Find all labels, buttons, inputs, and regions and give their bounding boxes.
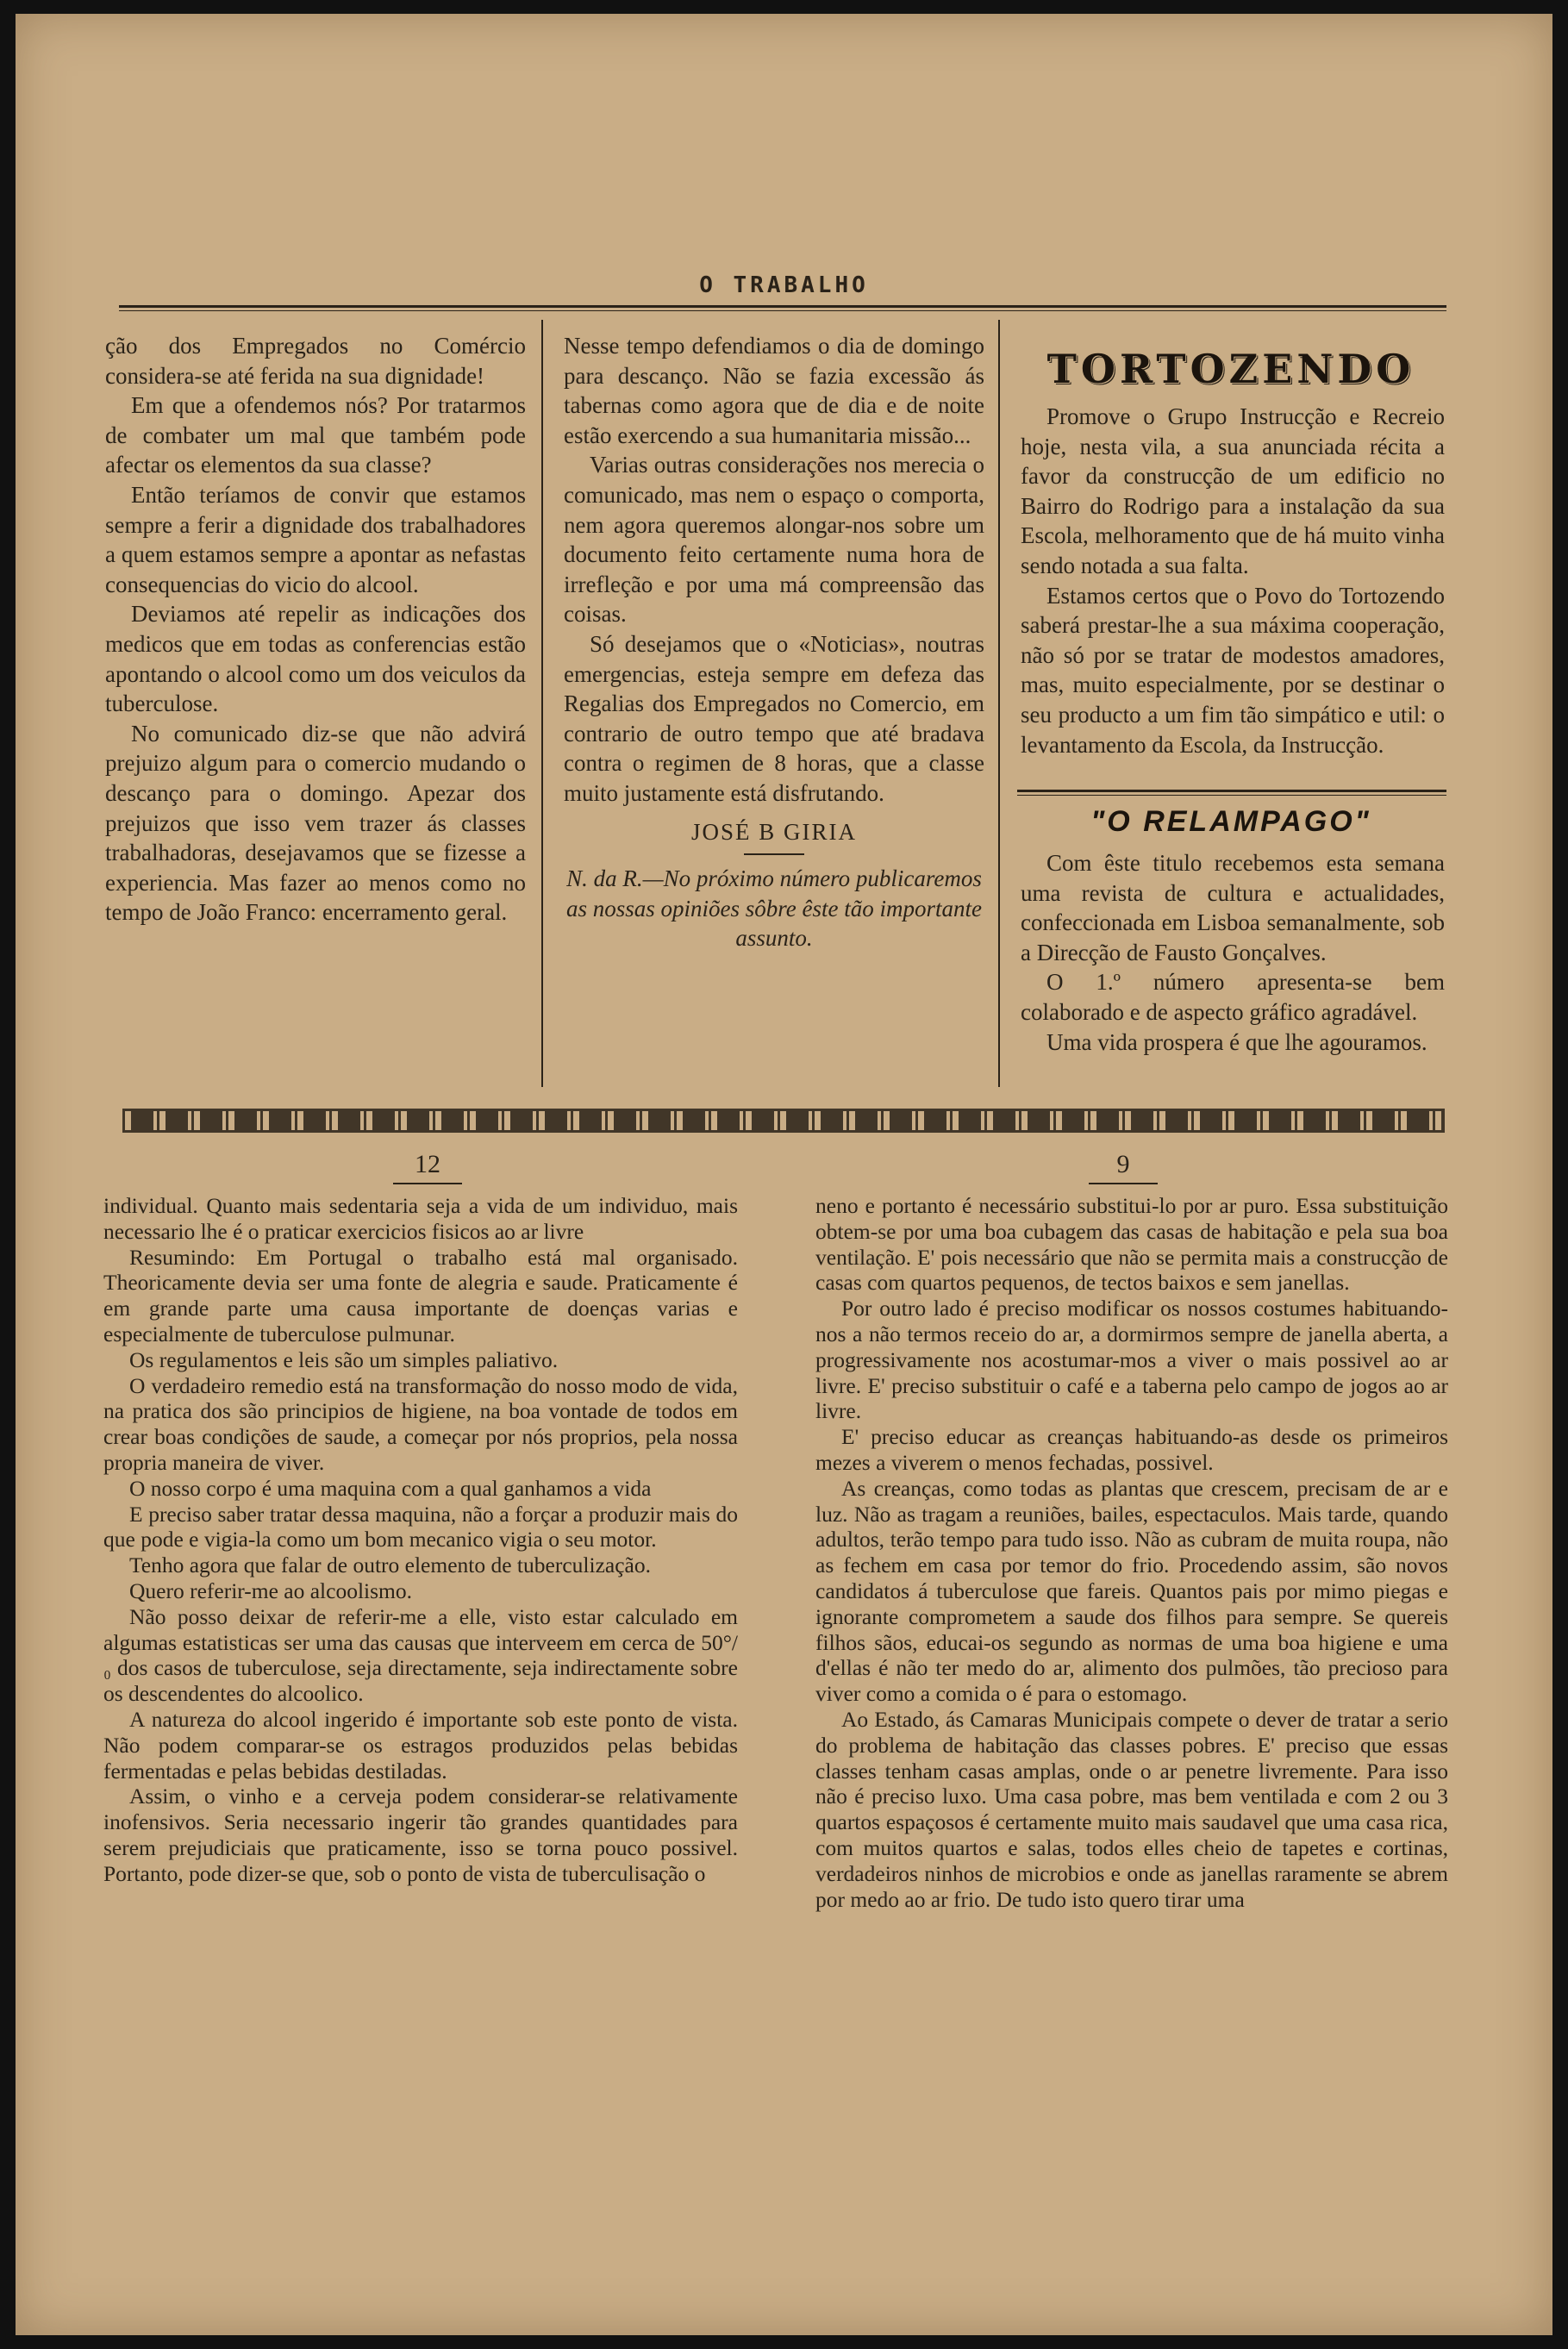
paragraph: O verdadeiro remedio está na transformação do nosso modo de vida, na pratica dos são principios de higiene, na boa vontade de todos em crear boas condições de saude, a começar por nós proprios, pela nossa propria maneira de viver. (103, 1372, 738, 1475)
paragraph: O 1.º número apresenta-se bem colaborado e de aspecto gráfico agradável. (1021, 969, 1445, 1025)
article-middle-column (564, 331, 984, 953)
author-signature: JOSÉ B GIRIA (690, 818, 857, 845)
paragraph: Nesse tempo defendiamos o dia de domingo para descanço. Não se fazia excessão ás tabernas como agora que de dia e de noite estão exercendo a sua humanitaria missão... (564, 333, 984, 448)
paragraph: Não posso deixar de referir-me a elle, visto estar calculado em algumas estatisticas ser uma das causas que interveem em cerca de 50°/₀ dos casos de tuberculose, seja directamente, seja indirectamente sobre os descendentes do alcoolico. (103, 1603, 738, 1707)
section-divider-thin (1017, 795, 1446, 796)
column-divider (541, 320, 543, 1087)
paragraph: E' preciso educar as creanças habituando-as desde os primeiros mezes a viverem o menos fechadas, possivel. (815, 1424, 1448, 1475)
paragraph: ção dos Empregados no Comércio considera-se até ferida na sua dignidade! (105, 333, 526, 389)
page-number-right: 9 (1089, 1150, 1158, 1184)
paragraph: Por outro lado é preciso modificar os nossos costumes habituando-nos a não termos receio do ar, a dormirmos sempre de janella aberta, a progressivamente nos acostumar-mos a viver o mais possivel ao ar livre. E' preciso substituir o café e a taberna pelo campo de jogos ao ar livre. (815, 1296, 1448, 1424)
article-lower-left (103, 1193, 738, 1887)
paragraph: Tenho agora que falar de outro elemento de tuberculização. (129, 1552, 651, 1578)
paragraph: Uma vida prospera é que lhe agouramos. (1046, 1028, 1427, 1055)
paragraph: individual. Quanto mais sedentaria seja a vida de um individuo, mais necessario lhe é o praticar exercicios fisicos ao ar livre (103, 1193, 738, 1244)
section-title-tortozendo: TORTOZENDO (1046, 346, 1415, 392)
paragraph: Em que a ofendemos nós? Por tratarmos de combater um mal que também pode afectar os elementos da sua classe? (105, 392, 526, 478)
section-title-relampago: "O RELAMPAGO" (1090, 805, 1371, 838)
paragraph: Com êste titulo recebemos esta semana uma revista de cultura e actualidades, confeccionada em Lisboa semanalmente, sob a Direcção de Fausto Gonçalves. (1021, 850, 1445, 965)
paragraph: neno e portanto é necessário substitui-lo por ar puro. Essa substituição obtem-se por uma boa cubagem das casas de habitação e pela sua boa ventilação. E' pois necessário que não se permita mais a construcção de casas com quartos pequenos, de tectos baixos e sem janellas. (815, 1193, 1448, 1296)
header-rule (119, 305, 1446, 308)
article-tortozendo (1021, 402, 1445, 759)
paragraph: Resumindo: Em Portugal o trabalho está mal organisado. Theoricamente devia ser uma fonte de alegria e saude. Praticamente é em grande parte uma causa importante de doenças varias e especialmente de tuberculose pulmunar. (103, 1244, 738, 1346)
column-divider (998, 320, 1000, 1087)
paragraph: Varias outras considerações nos merecia o comunicado, mas nem o espaço o comporta, nem agora queremos alongar-nos sobre um documento feito certamente numa hora de irrefleção e por uma má compreensão das coisas. (564, 452, 984, 628)
article-relampago (1021, 848, 1445, 1057)
article-left-column (105, 331, 526, 928)
page-number-left: 12 (393, 1150, 462, 1184)
newspaper-title: O TRABALHO (699, 272, 869, 298)
ornamental-divider (122, 1109, 1445, 1133)
paragraph: Ao Estado, ás Camaras Municipais compete o dever de tratar a serio do problema de habitação das classes pobres. E' preciso que essas classes tenham casas amplas, onde o ar penetre livremente. Para isso não é preciso luxo. Uma casa pobre, mas bem ventilada e com 2 ou 3 quartos espaçosos é certamente muito mais saudavel que uma casa rica, com muitos quartos e salas, todos elles cheio de tapetes e cortinas, verdadeiros ninhos de microbios e onde as janellas raramente se abrem por medo ao ar frio. De tudo isto quero tirar uma (815, 1706, 1448, 1912)
paragraph: Os regulamentos e leis são um simples paliativo. (129, 1346, 559, 1372)
article-lower-right (815, 1193, 1448, 1912)
paragraph: Assim, o vinho e a cerveja podem considerar-se relativamente inofensivos. Seria necessario ingerir tão grandes quantidades para serem prejudiciais que praticamente, isso se torna pouco possivel. Portanto, pode dizer-se que, sob o ponto de vista de tuberculisação o (103, 1784, 738, 1886)
paragraph: Então teríamos de convir que estamos sempre a ferir a dignidade dos trabalhadores a quem estamos sempre a apontar as nefastas consequencias do vicio do alcool. (105, 481, 526, 597)
paragraph: A natureza do alcool ingerido é importante sob este ponto de vista. Não podem comparar-se os estragos produzidos pelas bebidas fermentadas e pelas bebidas destiladas. (103, 1706, 738, 1784)
paragraph: O nosso corpo é uma maquina com a qual ganhamos a vida (129, 1475, 652, 1501)
section-divider (1017, 790, 1446, 792)
paragraph: No comunicado diz-se que não advirá prejuizo algum para o comercio mudando o descanço para o domingo. Apezar dos prejuizos que isso vem trazer ás classes trabalhadoras, desejavamos que se fizesse a experiencia. Mas fazer ao menos como no tempo de João Franco: encerramento geral. (105, 720, 526, 926)
paragraph: Só desejamos que o «Noticias», noutras emergencias, esteja sempre em defeza das Regalias dos Empregados no Comercio, em contrario de outro tempo que até bradava contra o regimen de 8 horas, que a classe muito justamente está disfrutando. (564, 630, 984, 806)
newspaper-page (16, 14, 1552, 2335)
paragraph: Estamos certos que o Povo do Tortozendo saberá prestar-lhe a sua máxima cooperação, não só por se tratar de modestos amadores, mas, muito especialmente, por se destinar o seu producto a um fim tão simpático e util: o levantamento da Escola, da Instrucção. (1021, 582, 1445, 758)
paragraph: Promove o Grupo Instrucção e Recreio hoje, nesta vila, a sua anunciada récita a favor da construcção de um edificio no Bairro do Rodrigo para a instalação da sua Escola, melhoramento que de há muito vinha sendo notada a sua falta. (1021, 403, 1445, 578)
paragraph: Quero referir-me ao alcoolismo. (129, 1577, 413, 1603)
editor-note: N. da R.—No próximo número publicaremos as nossas opiniões sôbre êste tão importante assunto. (566, 865, 982, 952)
signature-rule (744, 853, 804, 855)
header-rule-thin (119, 310, 1446, 311)
paragraph: E preciso saber tratar dessa maquina, não a forçar a produzir mais do que pode e vigia-la como um bom mecanico vigia o seu motor. (103, 1501, 738, 1552)
paragraph: As creanças, como todas as plantas que crescem, precisam de ar e luz. Não as tragam a reuniões, bailes, espectaculos. Mais tarde, quando adultos, terão tempo para tudo isso. Não as cubram de muita roupa, não as fechem em casa por temor do frio. Procedendo assim, são novos candidatos á tuberculose que fareis. Quantos pais por mimo piegas e ignorante comprometem a saude dos filhos para sempre. Se quereis filhos sãos, educai-os segundo as normas de uma boa higiene e uma d'ellas é não ter medo do ar, alimento dos pulmões, tão precioso para viver como a comida o é para o estomago. (815, 1475, 1448, 1707)
paragraph: Deviamos até repelir as indicações dos medicos que em todas as conferencias estão apontando o alcool como um dos veiculos da tuberculose. (105, 601, 526, 717)
